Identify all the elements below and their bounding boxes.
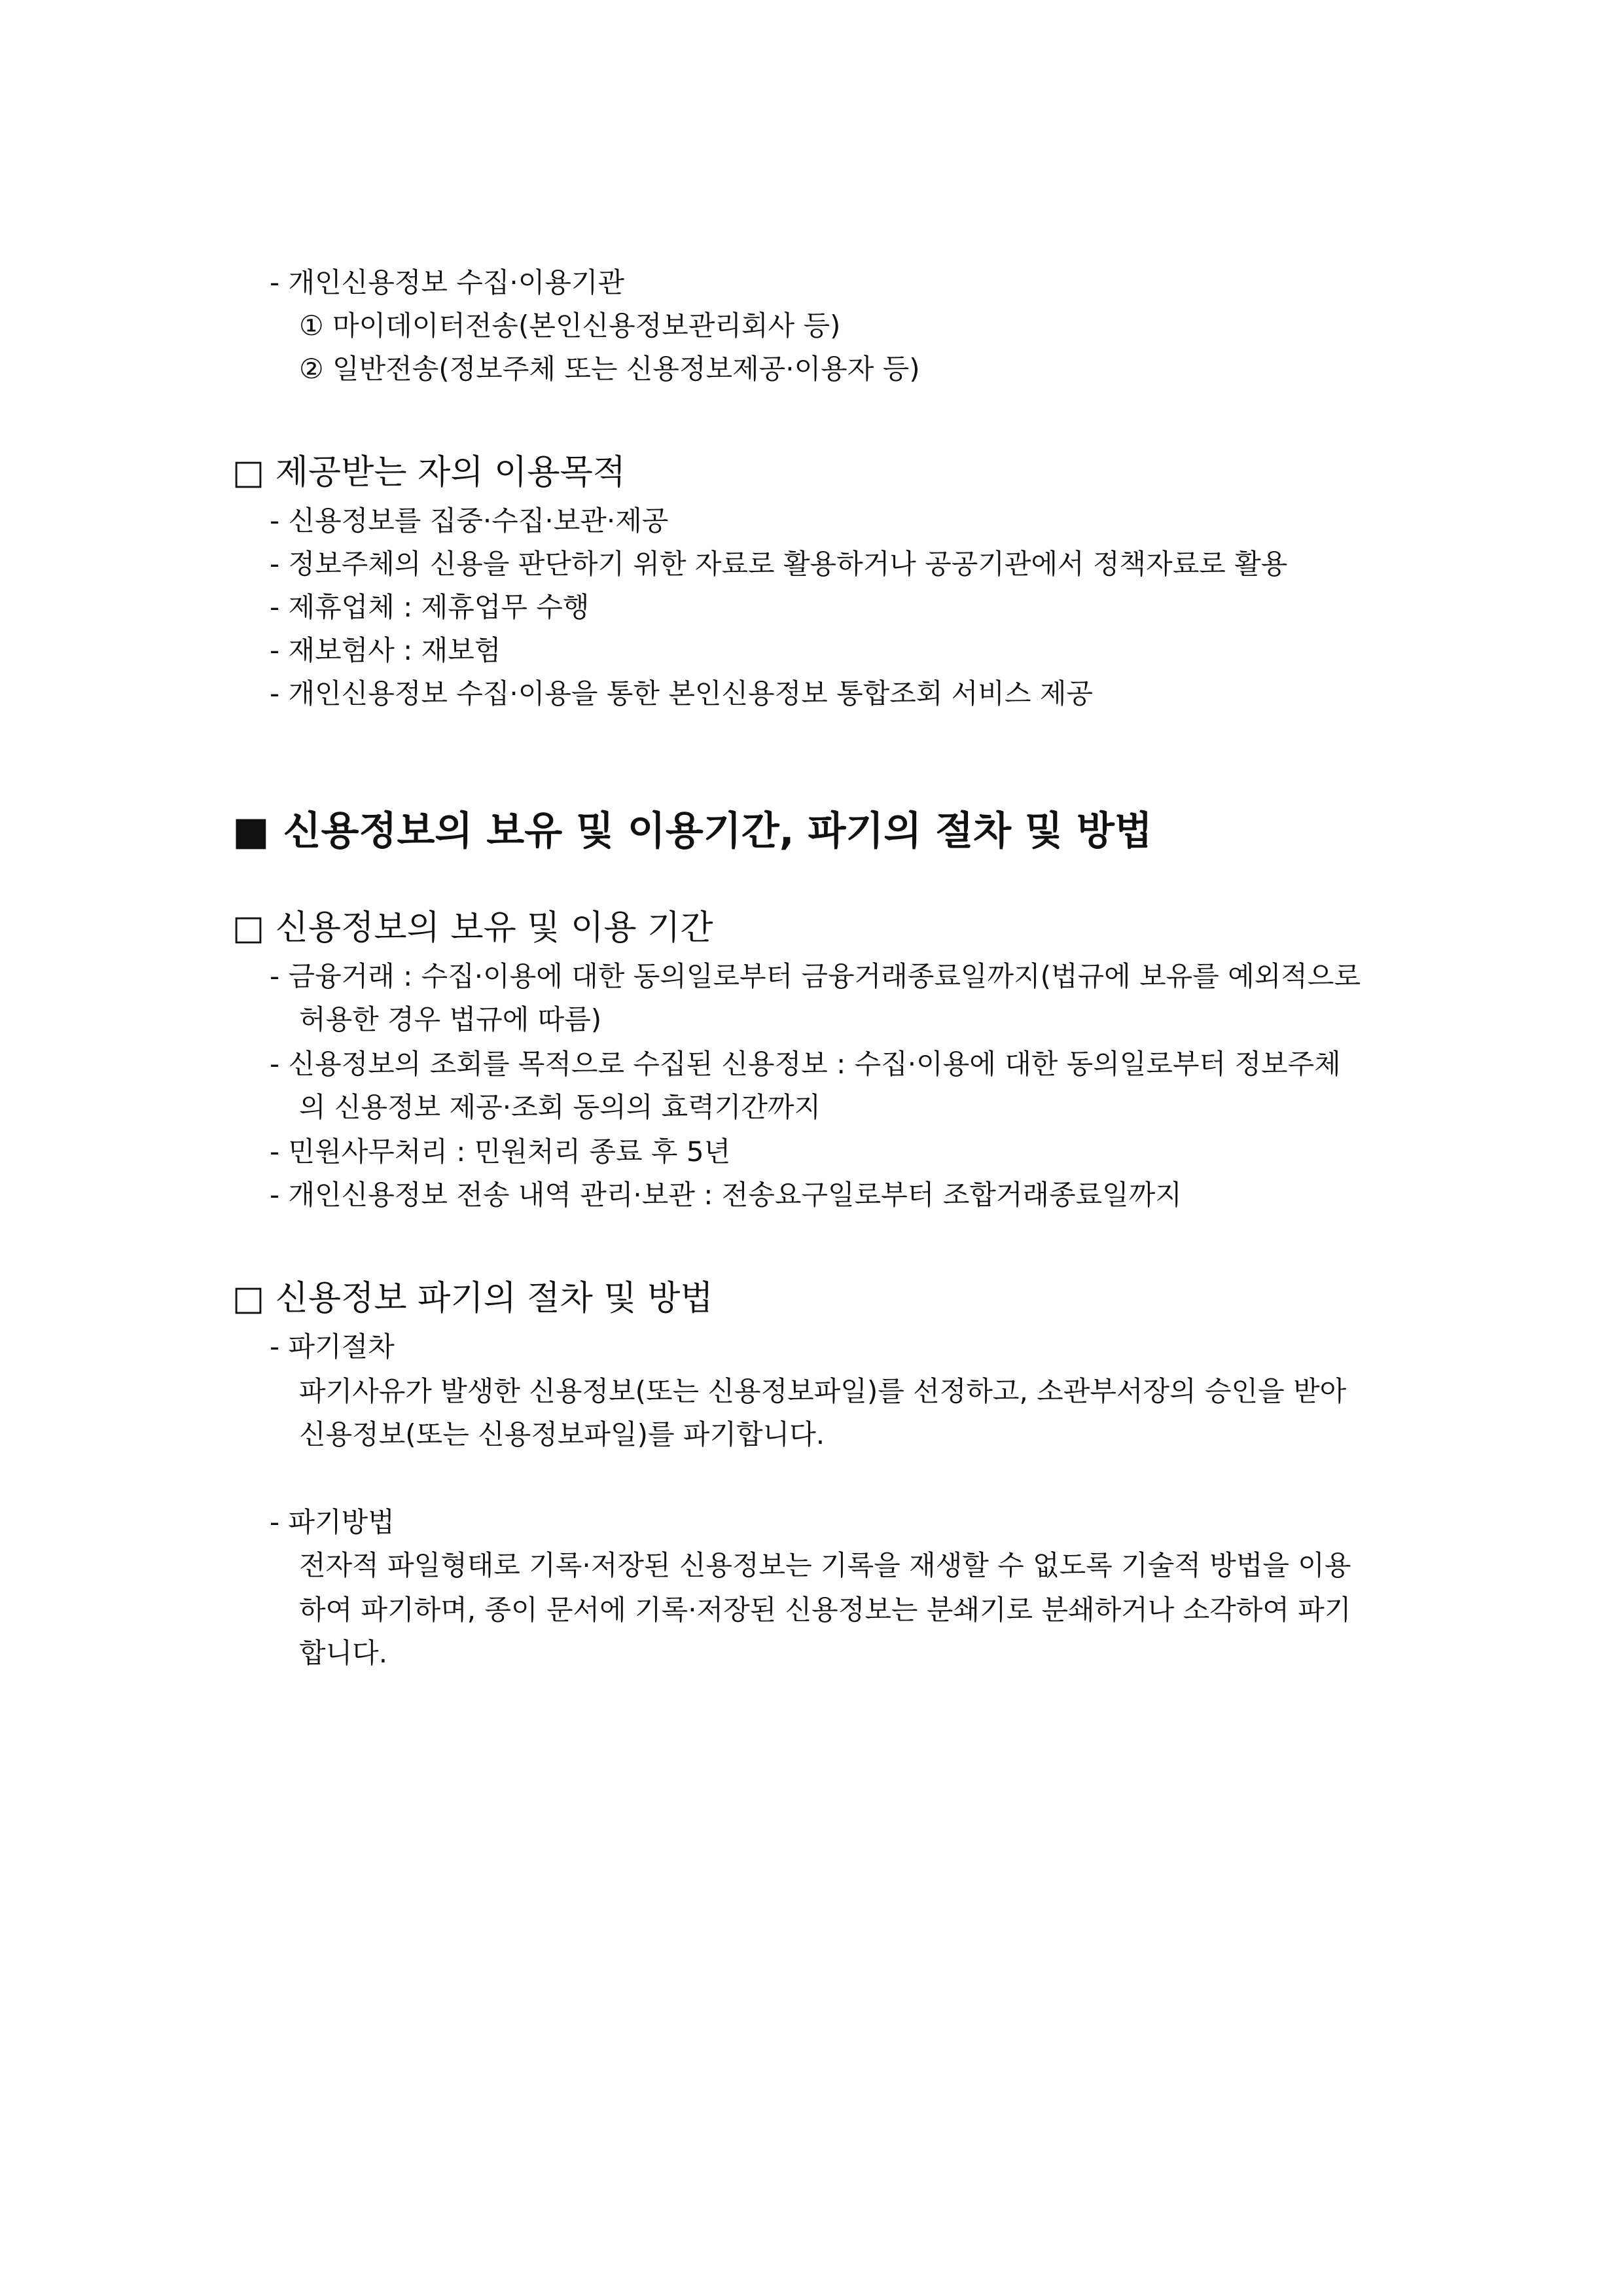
retention-item-continuation: 의 신용정보 제공·조회 동의의 효력기간까지 bbox=[299, 1091, 821, 1123]
retention-item: - 민원사무처리 : 민원처리 종료 후 5년 bbox=[270, 1136, 731, 1168]
procedure-text: 신용정보(또는 신용정보파일)를 파기합니다. bbox=[299, 1418, 825, 1450]
method-text: 합니다. bbox=[299, 1637, 388, 1669]
intro-list-item: ① 마이데이터전송(본인신용정보관리회사 등) bbox=[299, 310, 841, 342]
procedure-text: 파기사유가 발생한 신용정보(또는 신용정보파일)를 선정하고, 소관부서장의 승인을 받아 bbox=[299, 1375, 1347, 1407]
intro-list-item: ② 일반전송(정보주체 또는 신용정보제공·이용자 등) bbox=[299, 353, 920, 385]
destruction-heading: □ 신용정보 파기의 절차 및 방법 bbox=[232, 1279, 713, 1318]
purpose-item: - 정보주체의 신용을 판단하기 위한 자료로 활용하거나 공공기관에서 정책자료로 활용 bbox=[270, 548, 1288, 580]
retention-item: - 신용정보의 조회를 목적으로 수집된 신용정보 : 수집·이용에 대한 동의일로부터 정보주체 bbox=[270, 1048, 1341, 1080]
main-section-heading: ■ 신용정보의 보유 및 이용기간, 파기의 절차 및 방법 bbox=[232, 808, 1152, 854]
retention-item-continuation: 허용한 경우 법규에 따름) bbox=[299, 1003, 602, 1035]
method-title: - 파기방법 bbox=[270, 1506, 395, 1538]
purpose-item: - 개인신용정보 수집·이용을 통한 본인신용정보 통합조회 서비스 제공 bbox=[270, 677, 1093, 709]
retention-item: - 금융거래 : 수집·이용에 대한 동의일로부터 금융거래종료일까지(법규에 보유를 예외적으로 bbox=[270, 960, 1361, 992]
purpose-item: - 재보험사 : 재보험 bbox=[270, 634, 501, 666]
purpose-heading: □ 제공받는 자의 이용목적 bbox=[232, 453, 626, 492]
purpose-item: - 제휴업체 : 제휴업무 수행 bbox=[270, 591, 590, 623]
retention-item: - 개인신용정보 전송 내역 관리·보관 : 전송요구일로부터 조합거래종료일까지 bbox=[270, 1179, 1182, 1211]
method-text: 전자적 파일형태로 기록·저장된 신용정보는 기록을 재생할 수 없도록 기술적 방법을 이용 bbox=[299, 1549, 1351, 1581]
method-text: 하여 파기하며, 종이 문서에 기록·저장된 신용정보는 분쇄기로 분쇄하거나 소각하여 파기 bbox=[299, 1594, 1351, 1626]
procedure-title: - 파기절차 bbox=[270, 1331, 395, 1363]
retention-heading: □ 신용정보의 보유 및 이용 기간 bbox=[232, 908, 713, 948]
intro-list-title: - 개인신용정보 수집·이용기관 bbox=[270, 266, 625, 298]
purpose-item: - 신용정보를 집중·수집·보관·제공 bbox=[270, 505, 669, 537]
